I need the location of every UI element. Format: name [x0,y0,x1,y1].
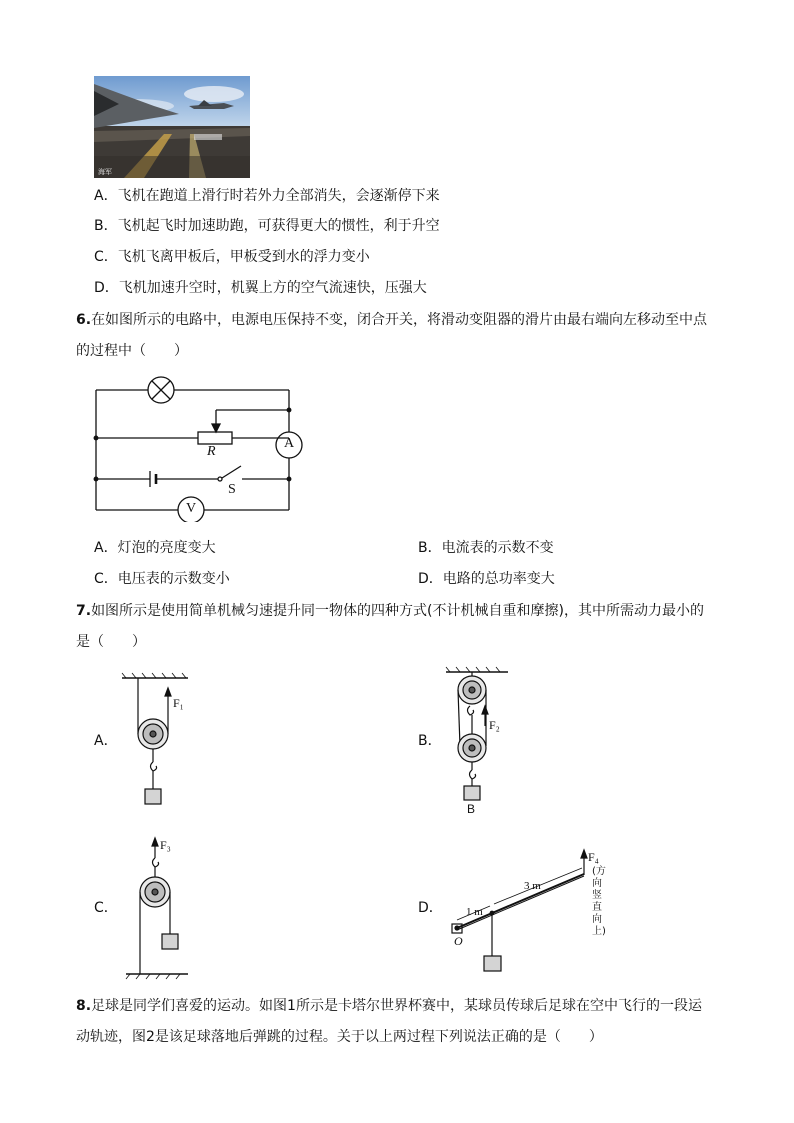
q6-option-a: A．灯泡的亮度变大 [94,540,216,556]
q6-stem-line2: 的过程中（ ） [76,343,188,359]
fig-b-caption: B [467,802,476,816]
q8-number: 8. [76,998,92,1014]
q7-stem-line1: 如图所示是使用简单机械匀速提升同一物体的四种方式(不计机械自重和摩擦)，其中所需动力最小的 [91,603,704,619]
pivot-label-o: O [454,934,463,948]
q6-stem [76,310,707,330]
force-label-f4: F₄ [588,850,599,864]
q7-fig-d-lever [446,846,616,976]
q8-stem-line1: 足球是同学们喜爱的运动。如图1所示是卡塔尔世界杯赛中，某球员传球后足球在空中飞行的一段运 [91,998,702,1014]
resistor-label: R [207,444,216,459]
q6-option-c: C．电压表的示数变小 [94,571,230,587]
q7-stem [76,601,704,621]
q7-fig-b-pulley-block [440,666,520,821]
voltmeter-label: V [186,501,197,516]
q7-fig-c-pulley [118,836,198,982]
q5-option-c: C．飞机飞离甲板后，甲板受到水的浮力变小 [94,249,370,265]
force-label-f3: F₃ [160,838,171,852]
q7-option-a-letter: A． [94,733,118,749]
q7-number: 7. [76,603,92,619]
q7-fig-a-movable-pulley [118,672,198,812]
lamp-symbol [148,377,174,403]
svg-text:海军: 海军 [98,168,112,176]
q6-option-b: B．电流表的示数不变 [418,540,554,556]
q5-option-b: B．飞机起飞时加速助跑，可获得更大的惯性，利于升空 [94,218,440,234]
q5-option-d: D．飞机加速升空时，机翼上方的空气流速快，压强大 [94,280,427,296]
q8-stem [76,996,702,1016]
q8-stem-line2: 动轨迹，图2是该足球落地后弹跳的过程。关于以上两过程下列说法正确的是（ ） [76,1029,603,1045]
q6-circuit-diagram [86,372,306,522]
q7-option-c-letter: C． [94,900,118,916]
force-label-f1: F₁ [173,696,184,710]
ammeter-label: A [284,436,295,451]
long-arm-label: 3 m [524,880,541,892]
short-arm-label: 1 m [466,906,483,918]
q6-option-d: D．电路的总功率变大 [418,571,555,587]
switch-label: S [228,482,236,497]
q7-stem-line2: 是（ ） [76,634,146,650]
q6-number: 6. [76,312,92,328]
force-direction-note: (方向竖直向上) [592,866,606,937]
force-label-f2: F₂ [489,718,500,732]
q6-stem-line1: 在如图所示的电路中，电源电压保持不变，闭合开关，将滑动变阻器的滑片由最右端向左移动至中点 [91,312,708,328]
q7-option-b-letter: B． [418,733,442,749]
q7-option-d-letter: D． [418,900,443,916]
q5-option-a: A．飞机在跑道上滑行时若外力全部消失，会逐渐停下来 [94,188,440,204]
carrier-jet-photo [94,76,250,178]
